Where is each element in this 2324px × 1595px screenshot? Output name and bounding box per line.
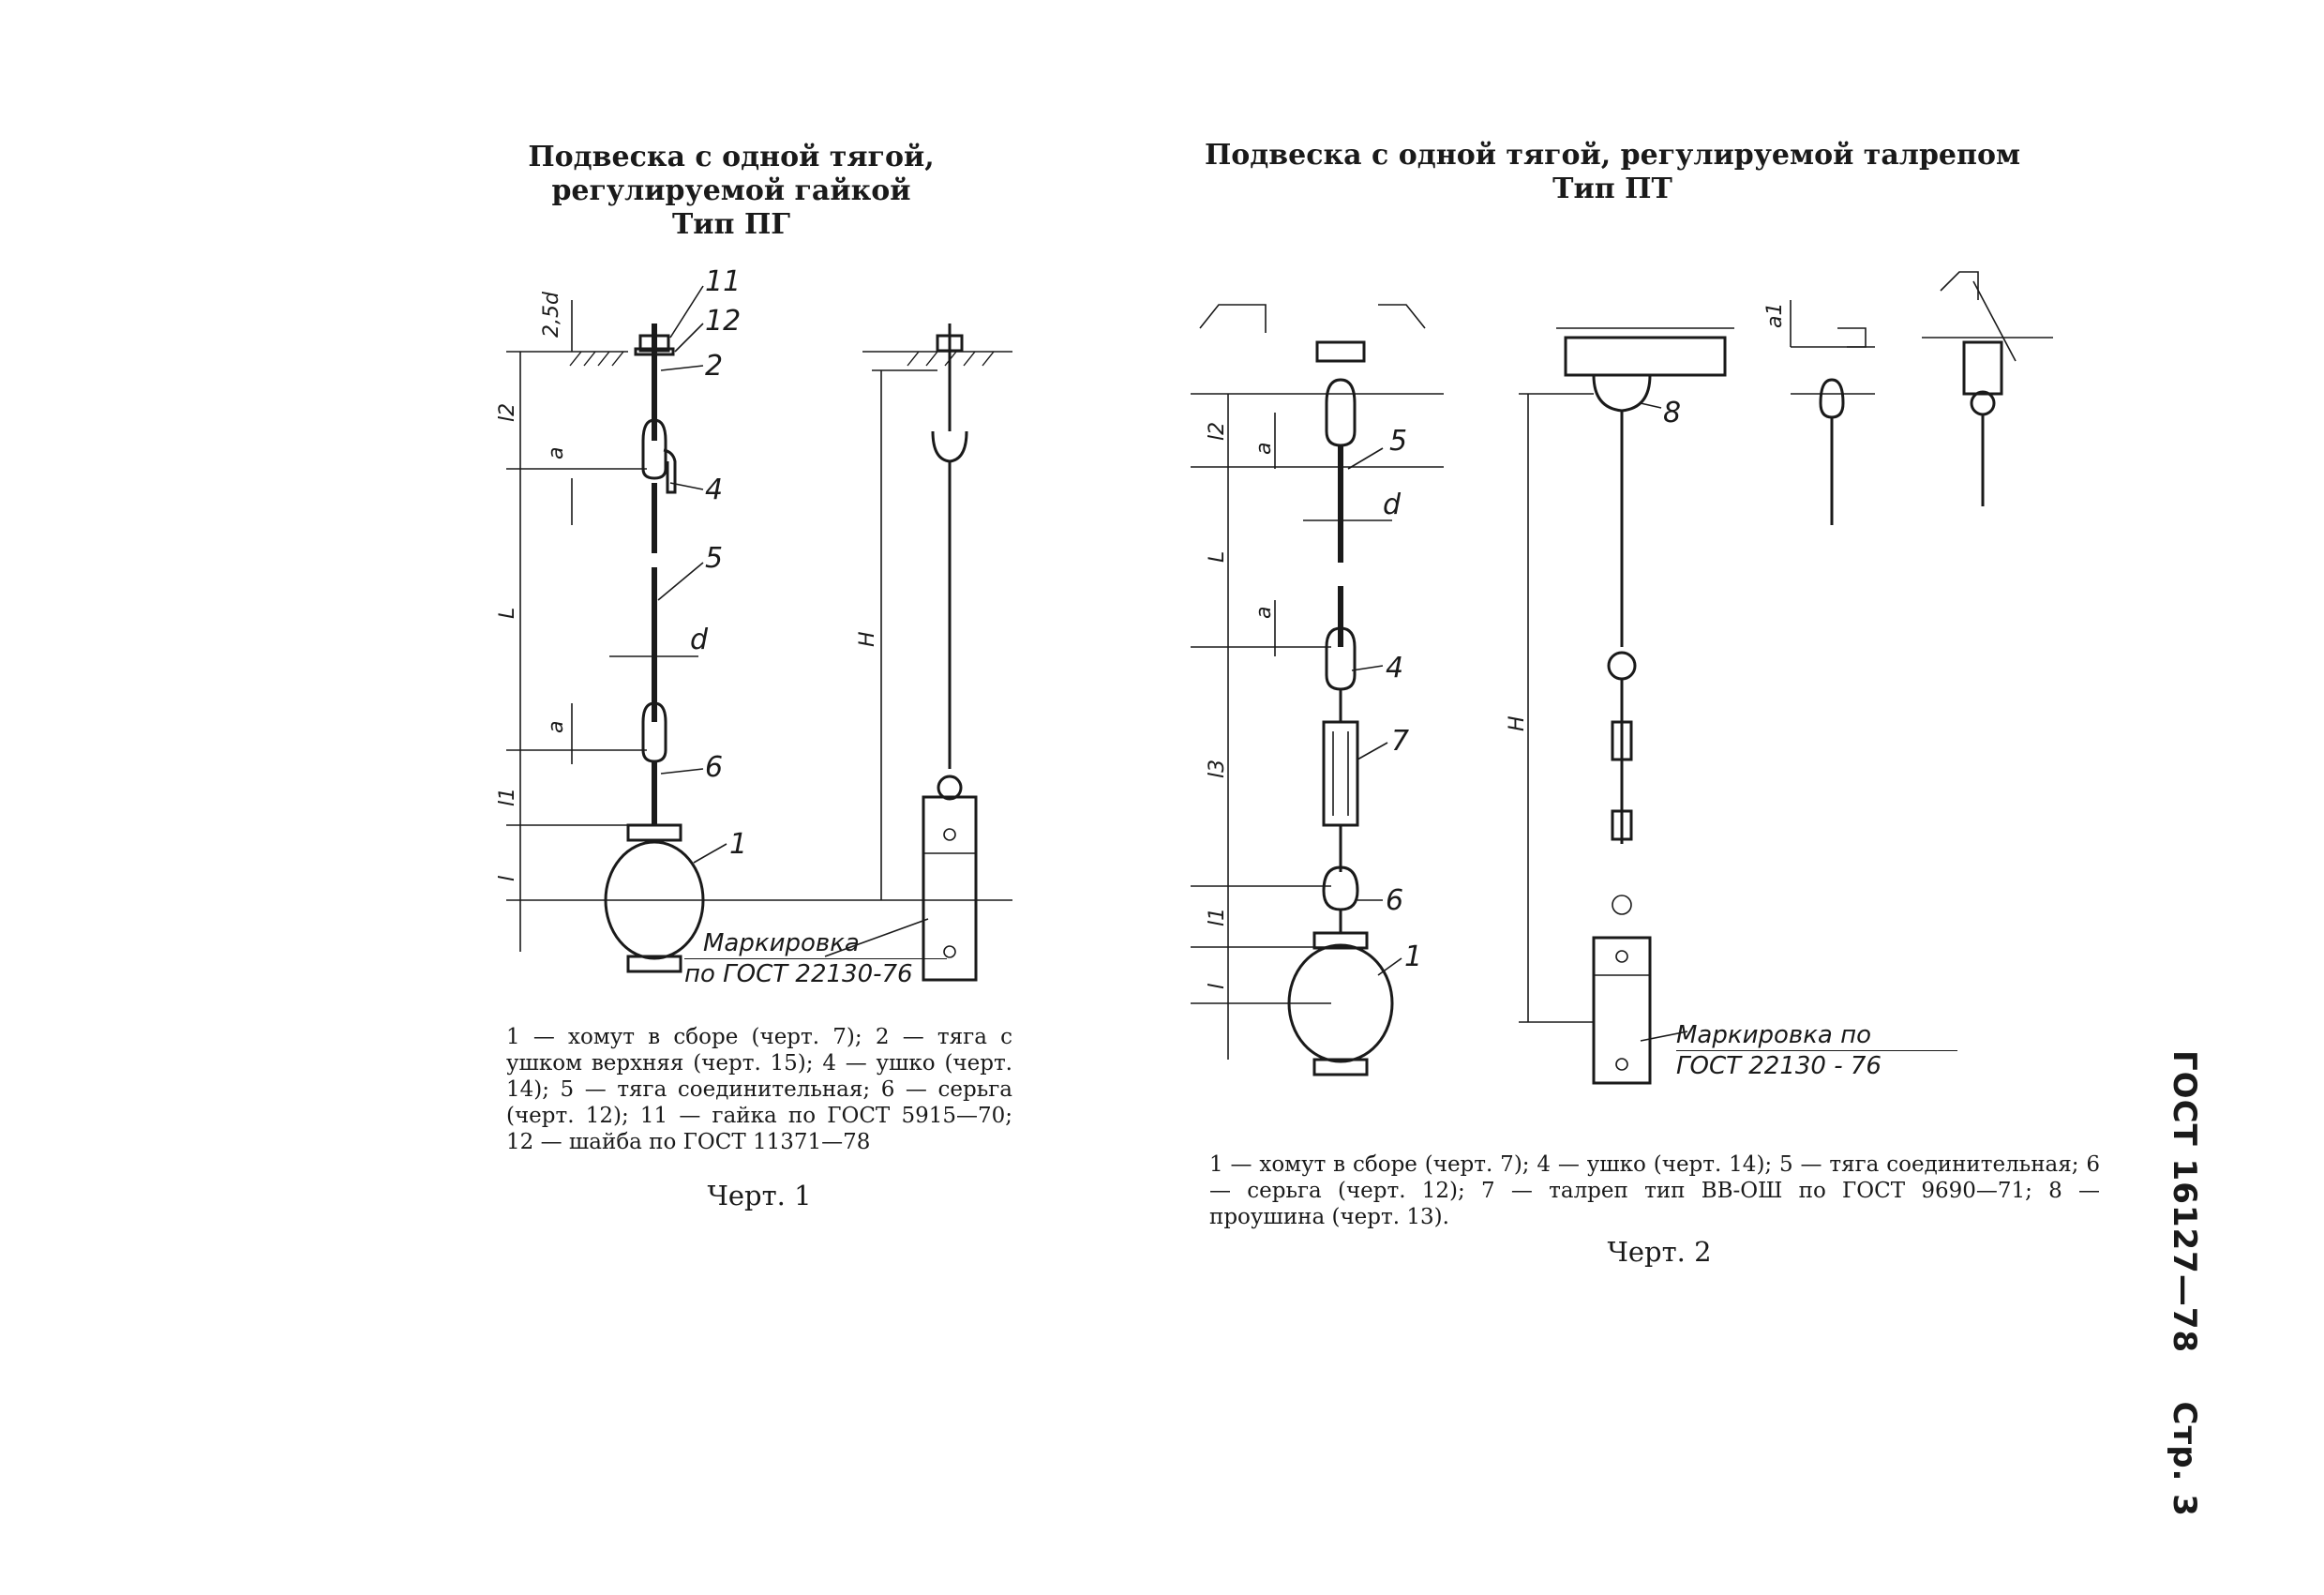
- running-head-standard: ГОСТ 16127—78: [2166, 1050, 2203, 1354]
- fig2-title-line-2: Тип ПТ: [1552, 173, 1672, 205]
- fig1-drawing: [469, 244, 1050, 994]
- fig2-dim-a-lower: a: [1252, 606, 1276, 619]
- fig1-dim-H: H: [856, 631, 879, 647]
- fig2-legend-text: 1 — хомут в сборе (черт. 7); 4 — ушко (черт. 14); 5 — тяга соединительная; 6 — серьга (черт. 12); 7 — талреп тип ВВ-ОШ по ГОСТ 9690—71; 8 — проушина (черт. 13).: [1209, 1152, 2100, 1229]
- fig1-dim-l1: l1: [496, 787, 519, 806]
- fig1-title: [487, 141, 975, 242]
- fig1-callout-11: 11: [705, 265, 742, 298]
- fig2-callout-8: 8: [1663, 397, 1682, 429]
- fig2-dim-l2: l2: [1206, 421, 1229, 441]
- fig2-dim-a-upper: a: [1252, 442, 1276, 455]
- fig1-dim-L: L: [496, 607, 519, 619]
- fig2-dim-l1: l1: [1206, 907, 1229, 926]
- fig1-dim-l2: l2: [496, 402, 519, 422]
- fig1-callout-12: 12: [705, 305, 742, 338]
- fig1-svg: [469, 244, 1050, 994]
- fig2-callout-6: 6: [1386, 884, 1404, 917]
- fig1-callout-d: d: [690, 624, 709, 656]
- fig2-callout-1: 1: [1404, 940, 1423, 973]
- fig1-ceiling-hatch: [570, 352, 623, 366]
- fig1-marking-line-2: по ГОСТ 22130-76: [684, 958, 947, 989]
- fig2-callout-5: 5: [1389, 425, 1408, 458]
- fig1-callout-5: 5: [705, 542, 724, 575]
- fig1-legend: [506, 1024, 1012, 1155]
- running-head: [2166, 1050, 2203, 1517]
- fig2-marking-line-2: ГОСТ 22130 - 76: [1676, 1050, 1957, 1081]
- fig2-drawing: [1191, 253, 2053, 1116]
- running-head-page: Стр. 3: [2166, 1401, 2203, 1517]
- running-head-text: [2166, 1050, 2203, 1517]
- fig2-callout-7: 7: [1391, 725, 1410, 758]
- fig1-dim-a-upper: a: [545, 446, 568, 459]
- fig1-legend-text: 1 — хомут в сборе (черт. 7); 2 — тяга с ушком верхняя (черт. 15); 4 — ушко (черт. 14); 5 — тяга соединительная; 6 — серьга (черт. 12); 11 — гайка по ГОСТ 5915—70; 12 — шайба по ГОСТ 11371—78: [506, 1025, 1012, 1154]
- fig2-marking-line-1: Маркировка по: [1676, 1021, 1872, 1049]
- fig1-title-line-1: Подвеска с одной тягой,: [528, 141, 935, 173]
- fig1-caption: Черт. 1: [707, 1180, 812, 1211]
- fig1-callout-2: 2: [705, 350, 724, 383]
- fig2-dim-L: L: [1206, 550, 1229, 563]
- fig1-dim-2-5d: 2,5d: [540, 292, 563, 338]
- fig2-dim-l3: l3: [1206, 759, 1229, 778]
- fig1-dim-l: l: [496, 875, 519, 881]
- fig2-caption: Черт. 2: [1607, 1236, 1712, 1268]
- fig1-marking-line-1: Маркировка: [703, 929, 860, 957]
- fig1-title-line-2: регулируемой гайкой: [551, 174, 911, 207]
- fig2-legend: [1209, 1151, 2100, 1230]
- fig2-marking: [1676, 1020, 1957, 1081]
- fig2-title: [1181, 139, 2044, 206]
- fig1-callout-1: 1: [729, 828, 748, 861]
- fig2-title-line-1: Подвеска с одной тягой, регулируемой талрепом: [1204, 139, 2021, 172]
- fig1-callout-6: 6: [705, 751, 724, 784]
- fig2-dim-H: H: [1506, 715, 1529, 731]
- fig1-marking: [684, 928, 947, 989]
- fig1-dim-a-lower: a: [545, 720, 568, 733]
- fig2-dim-l: l: [1206, 983, 1229, 989]
- fig1-title-line-3: Тип ПГ: [671, 208, 791, 241]
- fig2-callout-4: 4: [1386, 652, 1404, 685]
- fig2-svg: [1191, 253, 2053, 1116]
- fig2-callout-d: d: [1383, 489, 1402, 521]
- fig1-callout-4: 4: [705, 474, 724, 506]
- fig2-dim-a1: a1: [1763, 302, 1787, 328]
